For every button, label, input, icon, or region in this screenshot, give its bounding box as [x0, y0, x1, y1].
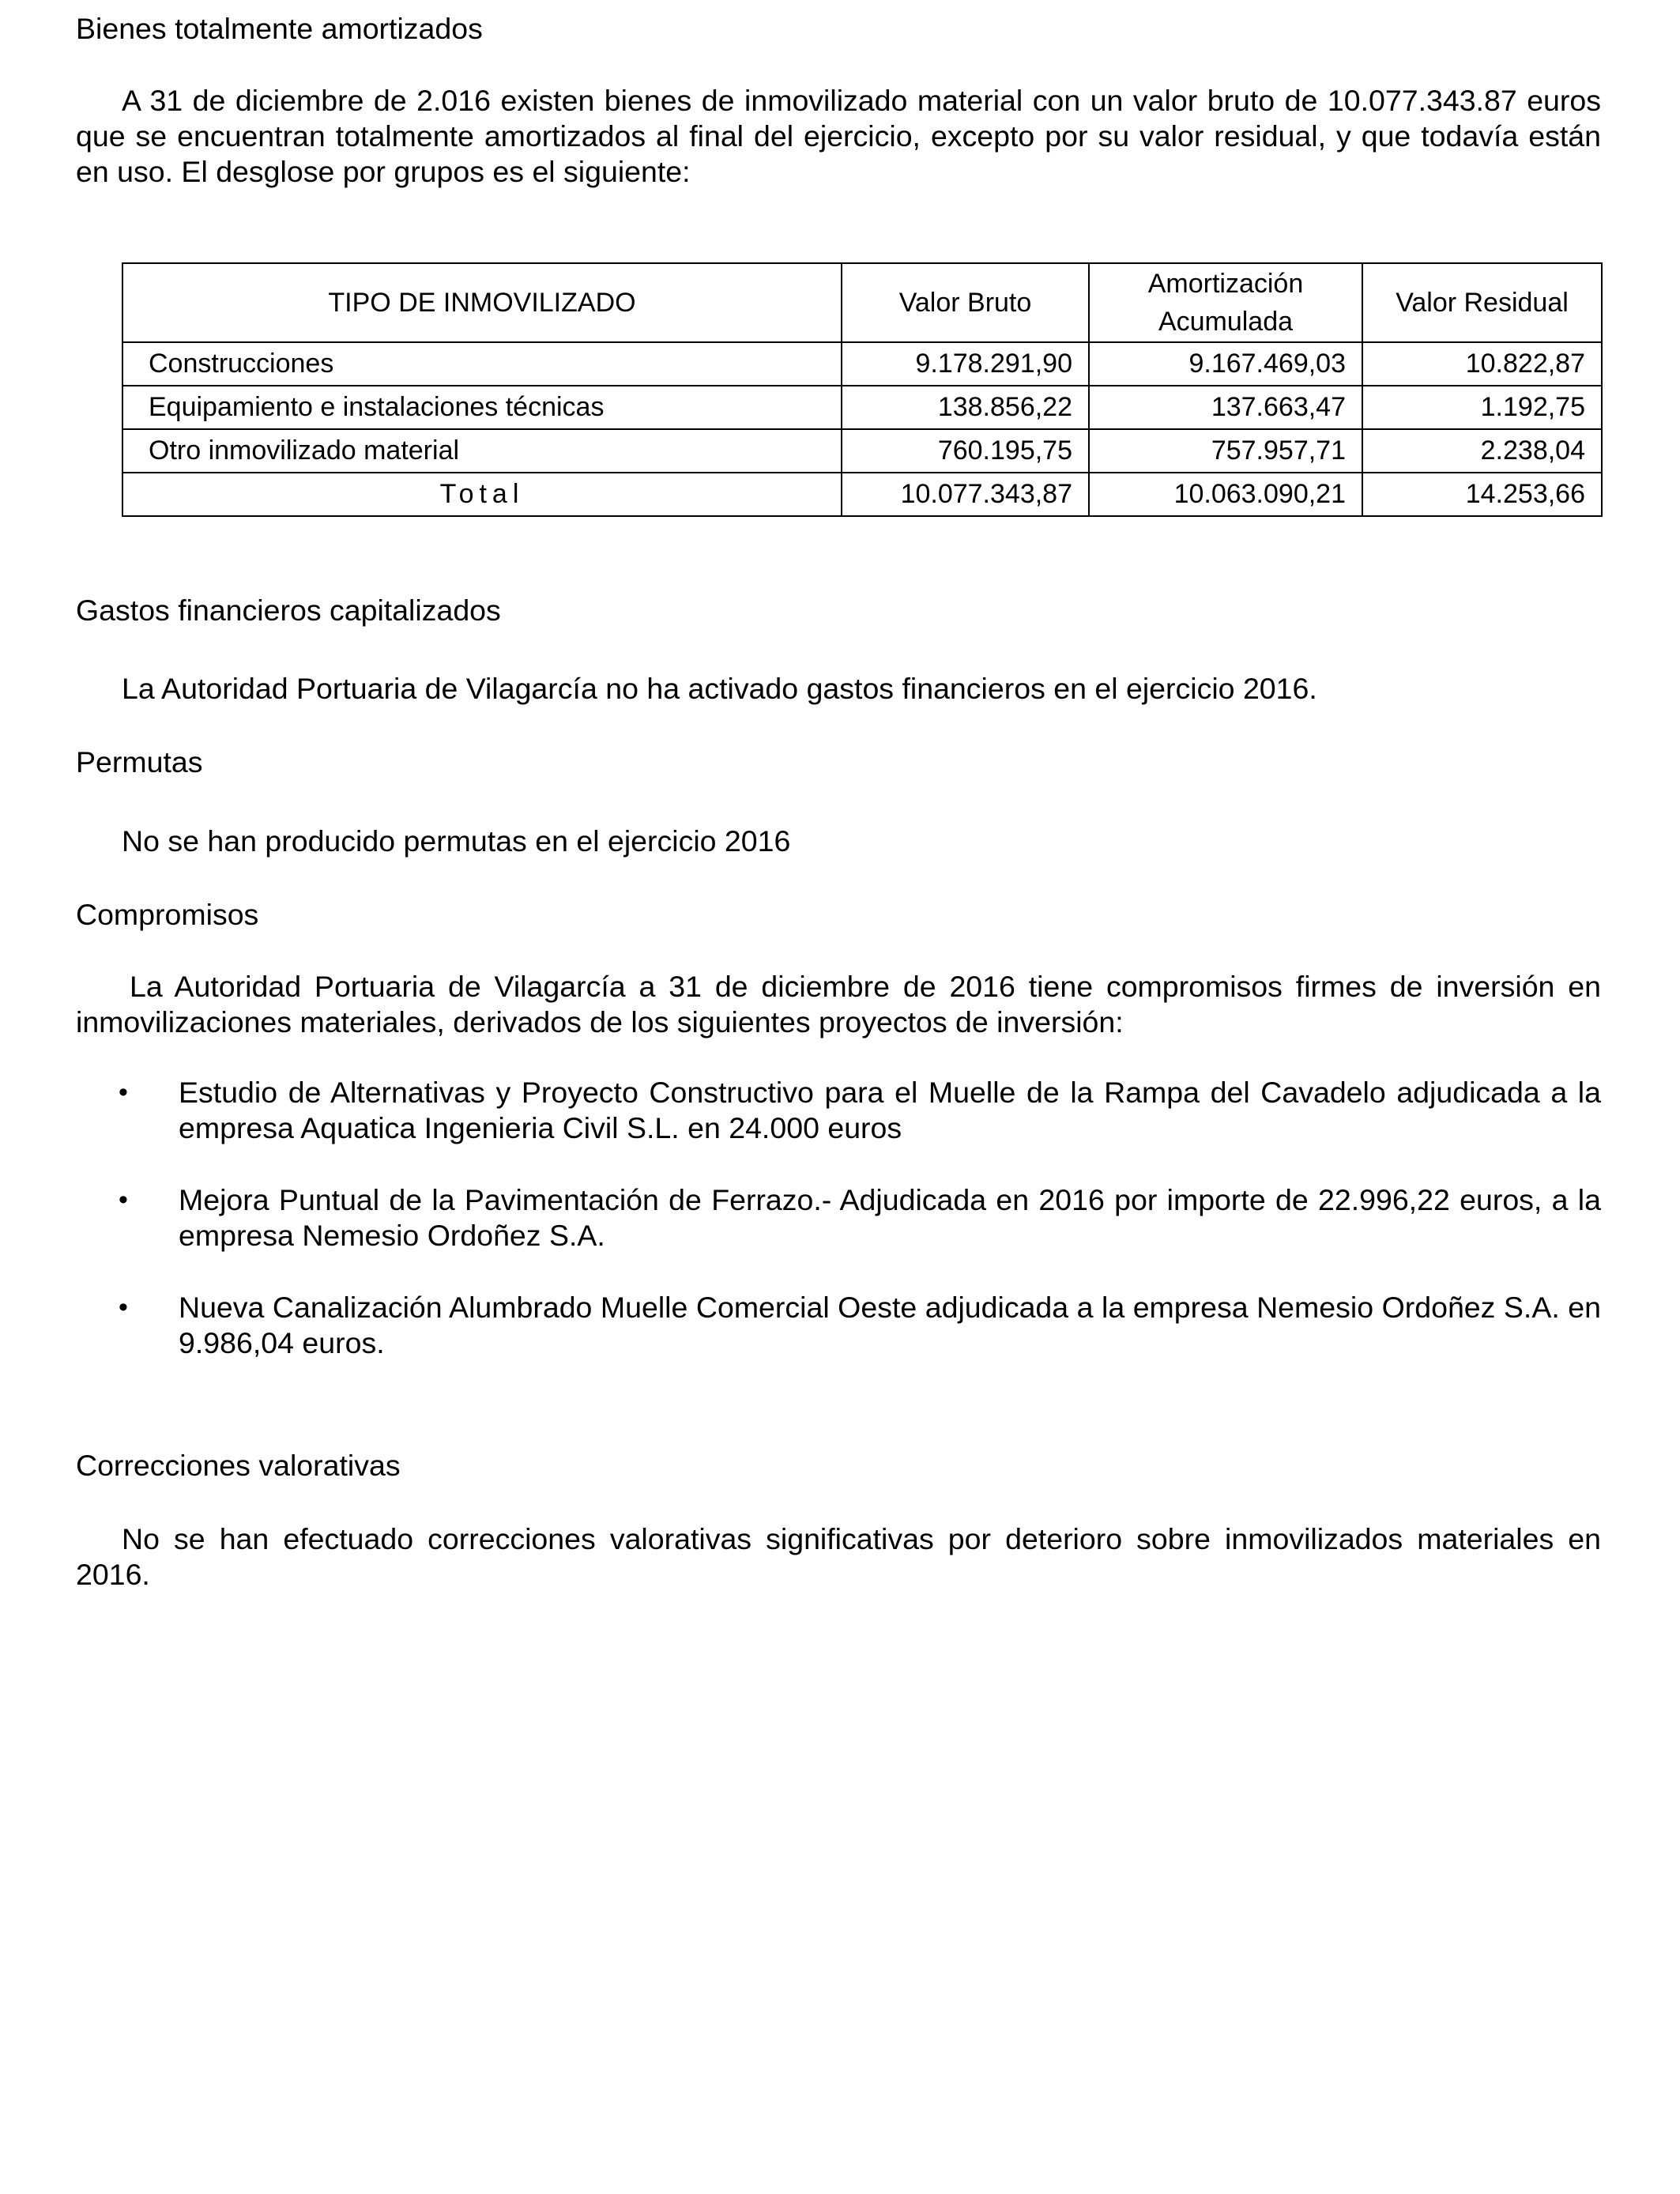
- table-row: [122, 386, 1602, 429]
- cell-total-bruto: 10.077.343,87: [842, 473, 1089, 516]
- paragraph-gastos-financieros: La Autoridad Portuaria de Vilagarcía no ha activado gastos financieros en el ejercicio 2016.: [122, 672, 1317, 705]
- header-amortizacion-line2: Acumulada: [1158, 307, 1294, 337]
- cell-amortizacion: 757.957,71: [1089, 429, 1362, 473]
- paragraph-correcciones-valorativas: No se han efectuado correcciones valorativas significativas por deterioro sobre inmovilizados materiales en 2016.: [76, 1522, 1601, 1591]
- heading-permutas: Permutas: [76, 745, 203, 778]
- table-row: [122, 429, 1602, 473]
- paragraph-permutas: No se han producido permutas en el ejercicio 2016: [122, 824, 791, 858]
- bullet-icon: •: [119, 1292, 128, 1322]
- paragraph-compromisos: La Autoridad Portuaria de Vilagarcía a 31 de diciembre de 2016 tiene compromisos firmes de inversión en inmovilizaciones materiales, derivados de los siguientes proyectos de inversión:: [76, 970, 1601, 1039]
- list-item-text: Mejora Puntual de la Pavimentación de Ferrazo.- Adjudicada en 2016 por importe de 22.996,22 euros, a la empresa Nemesio Ordoñez S.A.: [179, 1183, 1601, 1252]
- table-row: [122, 342, 1602, 386]
- header-valor-residual: Valor Residual: [1362, 263, 1602, 342]
- heading-correcciones-valorativas: Correcciones valorativas: [76, 1449, 401, 1482]
- list-item: [76, 1290, 1601, 1361]
- list-item: [76, 1075, 1601, 1146]
- cell-valor-residual: 1.192,75: [1362, 386, 1602, 429]
- header-valor-bruto: Valor Bruto: [842, 263, 1089, 342]
- header-amortizacion-line1: Amortización: [1147, 269, 1304, 299]
- heading-compromisos: Compromisos: [76, 898, 259, 931]
- heading-gastos-financieros: Gastos financieros capitalizados: [76, 594, 501, 627]
- heading-bienes-amortizados: Bienes totalmente amortizados: [76, 12, 483, 45]
- table-header-row: [122, 263, 1602, 342]
- cell-tipo: Equipamiento e instalaciones técnicas: [122, 386, 842, 429]
- cell-tipo: Otro inmovilizado material: [122, 429, 842, 473]
- cell-valor-residual: 10.822,87: [1362, 342, 1602, 386]
- list-item: [76, 1182, 1601, 1253]
- cell-amortizacion: 137.663,47: [1089, 386, 1362, 429]
- list-item-text: Nueva Canalización Alumbrado Muelle Comercial Oeste adjudicada a la empresa Nemesio Ordoñez S.A. en 9.986,04 euros.: [179, 1291, 1601, 1359]
- cell-total-label: Total: [122, 473, 842, 516]
- cell-tipo: Construcciones: [122, 342, 842, 386]
- cell-amortizacion: 9.167.469,03: [1089, 342, 1362, 386]
- cell-valor-residual: 2.238,04: [1362, 429, 1602, 473]
- list-item-text: Estudio de Alternativas y Proyecto Constructivo para el Muelle de la Rampa del Cavadelo adjudicada a la empresa Aquatica Ingenieria Civil S.L. en 24.000 euros: [179, 1076, 1601, 1144]
- header-tipo: TIPO DE INMOVILIZADO: [122, 263, 842, 342]
- assets-table: [122, 262, 1603, 517]
- bullet-icon: •: [119, 1077, 128, 1107]
- table-total-row: [122, 473, 1602, 516]
- cell-valor-bruto: 760.195,75: [842, 429, 1089, 473]
- cell-valor-bruto: 138.856,22: [842, 386, 1089, 429]
- commitments-list: [76, 1075, 1601, 1397]
- cell-total-residual: 14.253,66: [1362, 473, 1602, 516]
- header-amortizacion: [1089, 263, 1362, 342]
- cell-valor-bruto: 9.178.291,90: [842, 342, 1089, 386]
- paragraph-bienes-amortizados: A 31 de diciembre de 2.016 existen bienes de inmovilizado material con un valor bruto de 10.077.343.87 euros que se encuentran totalmente amortizados al final del ejercicio, excepto por su valor residual, y que todavía están en uso. El desglose por grupos es el siguiente:: [76, 84, 1601, 188]
- bullet-icon: •: [119, 1185, 128, 1215]
- cell-total-amortizacion: 10.063.090,21: [1089, 473, 1362, 516]
